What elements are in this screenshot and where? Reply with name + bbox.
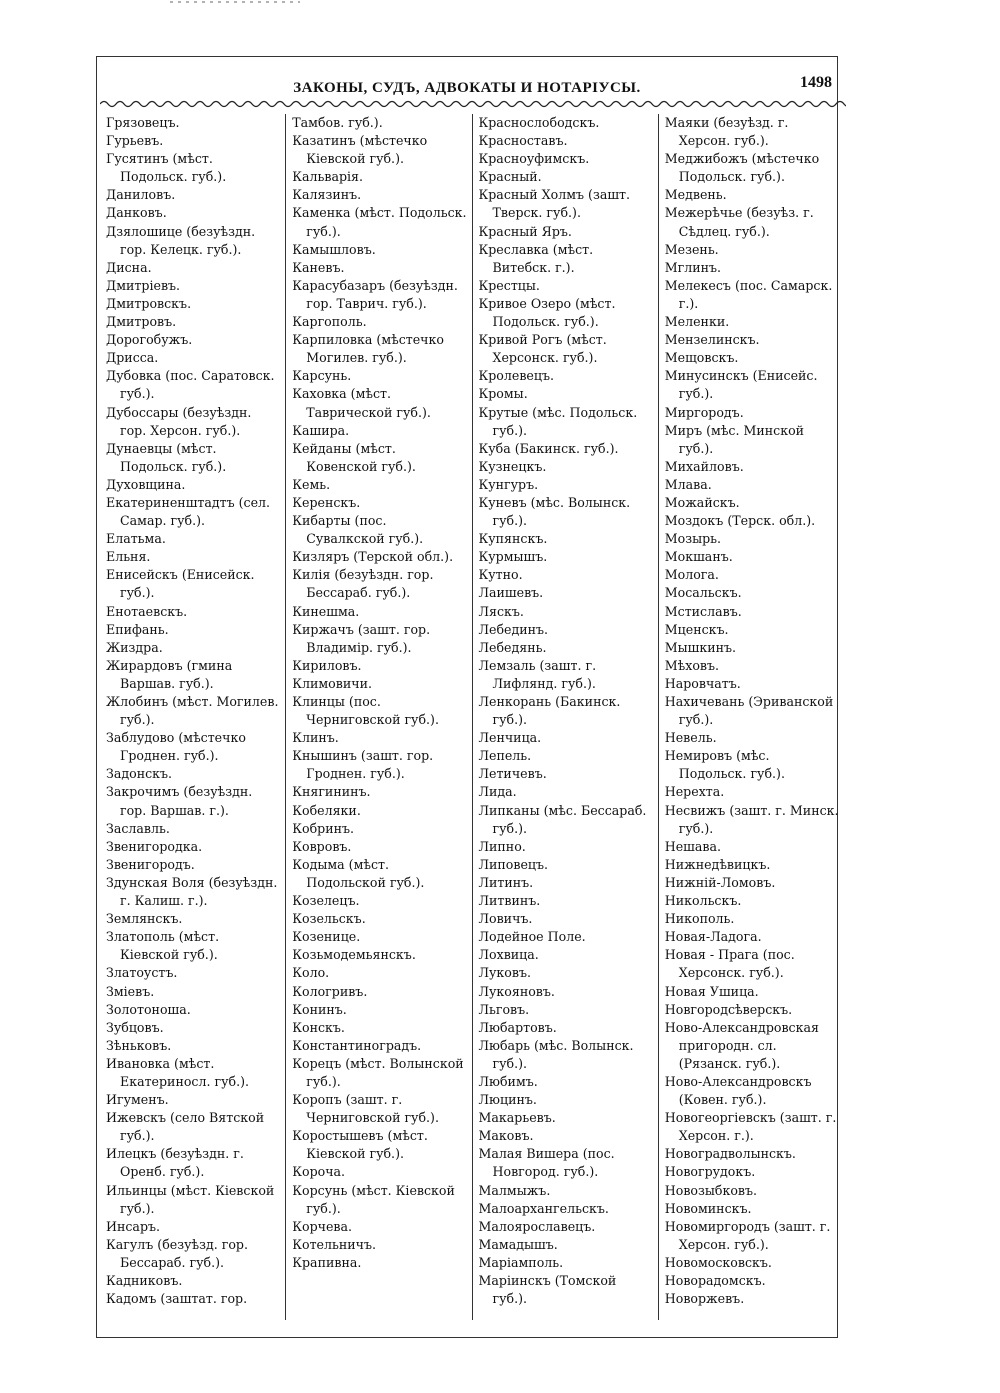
list-item: Кутно.	[478, 567, 523, 583]
list-item: Новогеоргіевскъ (зашт. г. Херсон. г.).	[664, 1110, 837, 1144]
list-item: Нижній-Ломовъ.	[664, 874, 776, 890]
list-item: Минусинскъ (Енисейс. губ.).	[664, 368, 818, 402]
list-item: Мглинъ.	[664, 259, 722, 275]
list-item: Миръ (мѣс. Минской губ.).	[664, 422, 805, 456]
list-item: Лида.	[478, 784, 517, 800]
list-item: Ельня.	[106, 549, 151, 565]
list-item: Люцинъ.	[478, 1092, 537, 1108]
list-item: Нахичевань (Эриванской губ.).	[664, 694, 834, 728]
list-item: Новомосковскъ.	[664, 1254, 772, 1270]
list-item: Красноуфимскъ.	[478, 151, 590, 167]
list-item: Керенскъ.	[292, 494, 361, 510]
list-item: Заславль.	[106, 820, 170, 836]
list-item: Золотоноша.	[106, 1001, 191, 1017]
list-item: Новоградволынскъ.	[664, 1146, 796, 1162]
list-item: Малоархангельскъ.	[478, 1200, 609, 1216]
list-item: Дунаевцы (мѣст. Подольск. губ.).	[106, 440, 227, 474]
list-item: Епифань.	[106, 621, 169, 637]
list-item: Кривой Рогъ (мѣст. Херсонск. губ.).	[478, 332, 607, 366]
list-item: Красный Яръ.	[478, 223, 572, 239]
list-item: Дисна.	[106, 259, 152, 275]
list-item: Мышкинъ.	[664, 639, 737, 655]
list-item: Кунгуръ.	[478, 476, 539, 492]
list-item: Заблудово (мѣстечко Гроднен. губ.).	[106, 730, 246, 764]
list-item: Мензелинскъ.	[664, 332, 760, 348]
list-item: Казатинъ (мѣстечко Кіевской губ.).	[292, 133, 428, 167]
list-item: Конскъ.	[292, 1019, 345, 1035]
list-item: Кибарты (пос. Сувалкской губ.).	[292, 513, 424, 547]
list-item: Мѣховъ.	[664, 657, 720, 673]
list-item: Мамадышъ.	[478, 1236, 558, 1252]
list-item: Меленки.	[664, 314, 730, 330]
list-item: Котельничъ.	[292, 1236, 376, 1252]
list-item: Енисейскъ (Енисейск. губ.).	[106, 567, 255, 601]
list-item: Княгининъ.	[292, 784, 371, 800]
list-item: Зѣньковъ.	[106, 1037, 172, 1053]
list-item: Дмитріевъ.	[106, 277, 181, 293]
list-item: Златополь (мѣст. Кіевской губ.).	[106, 929, 220, 963]
list-item: Можайскъ.	[664, 494, 740, 510]
list-item: Крестцы.	[478, 277, 540, 293]
list-item: Красный Холмъ (зашт. Тверск. губ.).	[478, 187, 631, 221]
list-item: Литвинъ.	[478, 893, 541, 909]
list-item: Ловичъ.	[478, 911, 533, 927]
list-item: Курмышъ.	[478, 549, 548, 565]
list-item: Данковъ.	[106, 205, 167, 221]
list-item: Ильинцы (мѣст. Кіевской губ.).	[106, 1182, 275, 1216]
list-item: Наровчатъ.	[664, 675, 741, 691]
list-item: Калязинъ.	[292, 187, 362, 203]
list-item: Корецъ (мѣст. Волынской губ.).	[292, 1055, 464, 1089]
list-item: Каменка (мѣст. Подольск. губ.).	[292, 205, 467, 239]
list-item: Козельскъ.	[292, 911, 366, 927]
list-item: Козьмодемьянскъ.	[292, 947, 416, 963]
list-item: Красный.	[478, 169, 542, 185]
list-item: Короча.	[292, 1164, 346, 1180]
list-item: Лодейное Поле.	[478, 929, 586, 945]
list-item: Киржачъ (зашт. гор. Владимір. губ.).	[292, 621, 431, 655]
list-item: Михайловъ.	[664, 458, 744, 474]
column-4	[659, 114, 844, 1320]
list-item: Звенигородка.	[106, 838, 203, 854]
list-item: Лебедянь.	[478, 639, 547, 655]
list-item: Задонскъ.	[106, 766, 173, 782]
column-2	[286, 114, 472, 1320]
list-item: Карасубазаръ (безуѣздн. гор. Таврич. губ.).	[292, 277, 458, 311]
entries-columns	[100, 114, 844, 1320]
list-item: Крутые (мѣс. Подольск. губ.).	[478, 404, 638, 438]
list-item: Кадомъ (заштат. гор.	[106, 1291, 248, 1307]
list-item: Клинцы (пос. Черниговской губ.).	[292, 694, 439, 728]
list-item: Камышловъ.	[292, 241, 376, 257]
top-edge-marks	[0, 0, 1000, 10]
list-item: Кемь.	[292, 476, 331, 492]
list-item: Коло.	[292, 965, 330, 981]
list-item: Златоустъ.	[106, 965, 178, 981]
list-item: Лукояновъ.	[478, 983, 555, 999]
list-item: Кагулъ (безуѣзд. гор. Бессараб. губ.).	[106, 1236, 248, 1270]
list-item: Малмыжъ.	[478, 1182, 551, 1198]
list-item: Инсаръ.	[106, 1218, 161, 1234]
list-item: Льговъ.	[478, 1001, 530, 1017]
list-item: Млава.	[664, 476, 712, 492]
list-item: Корчева.	[292, 1218, 353, 1234]
list-item: Конинъ.	[292, 1001, 347, 1017]
list-item: Ижевскъ (село Вятской губ.).	[106, 1110, 265, 1144]
list-item: Клинъ.	[292, 730, 339, 746]
list-item: Кадниковъ.	[106, 1273, 183, 1288]
list-item: Маковъ.	[478, 1128, 534, 1144]
list-item: Жиздра.	[106, 639, 163, 655]
list-item: Никольскъ.	[664, 893, 742, 909]
list-item: Кейданы (мѣст. Ковенской губ.).	[292, 440, 416, 474]
list-item: Каргополь.	[292, 314, 367, 330]
list-item: Новорадомскъ.	[664, 1273, 766, 1288]
list-item: Кузнецкъ.	[478, 458, 547, 474]
list-item: Грязовецъ.	[106, 115, 180, 130]
list-item: Илецкъ (безуѣздн. г. Оренб. губ.).	[106, 1146, 244, 1180]
list-item: Новая Ушица.	[664, 983, 759, 999]
list-item: Елатьма.	[106, 531, 166, 547]
list-item: Мезень.	[664, 241, 719, 257]
list-item: Гурьевъ.	[106, 133, 164, 149]
list-item: Константиноградъ.	[292, 1037, 422, 1053]
list-item: Мокшанъ.	[664, 549, 733, 565]
list-item: Липно.	[478, 838, 526, 854]
list-item: Немировъ (мѣс. Подольск. губ.).	[664, 748, 785, 782]
list-item: Игуменъ.	[106, 1092, 169, 1108]
list-item: Миргородъ.	[664, 404, 744, 420]
header-wavy-rule	[100, 98, 846, 110]
list-item: Ново-Александровскъ (Ковен. губ.).	[664, 1073, 812, 1108]
list-item: Мосальскъ.	[664, 585, 742, 601]
list-item: Меджибожъ (мѣстечко Подольск. губ.).	[664, 151, 820, 185]
list-item: Летичевъ.	[478, 766, 547, 782]
list-item: Любартовъ.	[478, 1019, 557, 1035]
list-item: Кобеляки.	[292, 802, 361, 818]
list-item: Кривое Озеро (мѣст. Подольск. губ.).	[478, 295, 616, 330]
list-item: Несвижъ (зашт. г. Минск. губ.).	[664, 802, 839, 836]
list-item: Кашира.	[292, 422, 350, 438]
list-item: Мценскъ.	[664, 621, 729, 637]
list-item: Дорогобужъ.	[106, 332, 193, 348]
list-item: Мелекесъ (пос. Самарск. г.).	[664, 277, 833, 311]
list-item: Куба (Бакинск. губ.).	[478, 440, 619, 456]
list-item: Новозыбковъ.	[664, 1182, 758, 1198]
list-item: Зубцовъ.	[106, 1019, 164, 1035]
list-item: Нерехта.	[664, 784, 725, 800]
list-item: Кодыма (мѣст. Подольской губ.).	[292, 856, 425, 890]
list-item: Новоржевъ.	[664, 1291, 745, 1307]
list-item: Литинъ.	[478, 874, 534, 890]
list-item: Новая-Ладога.	[664, 929, 762, 945]
list-item: Любарь (мѣс. Волынск. губ.).	[478, 1037, 634, 1071]
list-item: Кальварія.	[292, 169, 363, 185]
list-item: Маяки (безуѣзд. г. Херсон. губ.).	[664, 115, 789, 149]
list-item: Дрисса.	[106, 350, 159, 366]
column-3	[473, 114, 659, 1320]
list-item: Кролевецъ.	[478, 368, 555, 384]
list-item: Любимъ.	[478, 1073, 538, 1089]
list-item: Екатериненштадтъ (сел. Самар. губ.).	[106, 494, 271, 529]
list-item: Дмитровъ.	[106, 314, 177, 330]
list-item: Кнышинъ (зашт. гор. Гроднен. губ.).	[292, 748, 434, 782]
list-item: Даниловъ.	[106, 187, 176, 203]
list-item: Кизляръ (Терской обл.).	[292, 549, 454, 565]
list-item: Куневъ (мѣс. Волынск. губ.).	[478, 494, 631, 529]
list-item: Межерѣчье (безуѣз. г. Сѣдлец. губ.).	[664, 205, 814, 239]
list-item: Нижнедѣвицкъ.	[664, 856, 771, 872]
list-item: Дубоссары (безуѣздн. гор. Херсон. губ.).	[106, 404, 252, 438]
list-item: Мстиславъ.	[664, 603, 742, 619]
list-item: Мозырь.	[664, 531, 722, 547]
list-item: Крапивна.	[292, 1254, 362, 1270]
list-item: Маріамполь.	[478, 1254, 564, 1270]
list-item: Каневъ.	[292, 259, 345, 275]
list-item: Лаишевъ.	[478, 585, 544, 601]
list-item: Ново-Александровская пригородн. сл. (Рязанск. губ.).	[664, 1019, 819, 1071]
list-item: Лохвица.	[478, 947, 539, 963]
list-item: Тамбов. губ.).	[292, 115, 383, 130]
list-item: Новомиргородъ (зашт. г. Херсон. губ.).	[664, 1218, 831, 1252]
list-item: Климовичи.	[292, 675, 372, 691]
page-number: 1498	[800, 74, 832, 91]
list-item: Каховка (мѣст. Таврической губ.).	[292, 386, 431, 420]
list-item: Новгородсѣверскъ.	[664, 1001, 793, 1017]
list-item: Новоминскъ.	[664, 1200, 752, 1216]
list-item: Медвень.	[664, 187, 727, 203]
list-item: Кологривъ.	[292, 983, 368, 999]
list-item: Нешава.	[664, 838, 722, 854]
list-item: Новогрудокъ.	[664, 1164, 756, 1180]
list-item: Козеницe.	[292, 929, 361, 945]
list-item: Зміевъ.	[106, 983, 155, 999]
list-item: Козелецъ.	[292, 893, 360, 909]
list-item: Лепель.	[478, 748, 532, 764]
list-item: Лебединъ.	[478, 621, 549, 637]
list-item: Жирардовъ (гмина Варшав. губ.).	[106, 657, 233, 691]
list-item: Здунская Воля (безуѣздн. г. Калиш. г.).	[106, 874, 278, 909]
list-item: Купянскъ.	[478, 531, 548, 547]
list-item: Кириловъ.	[292, 657, 362, 673]
list-item: Малоярославецъ.	[478, 1218, 596, 1234]
list-item: Новая - Прага (пос. Херсонск. губ.).	[664, 947, 795, 981]
list-item: Кинешма.	[292, 603, 360, 619]
list-item: Макарьевъ.	[478, 1110, 556, 1126]
list-item: Землянскъ.	[106, 911, 183, 927]
list-item: Маріинскъ (Томской губ.).	[478, 1273, 617, 1307]
list-item: Мещовскъ.	[664, 350, 739, 366]
list-item: Ленчица.	[478, 730, 542, 746]
list-item: Карпиловка (мѣстечко Могилев. губ.).	[292, 332, 444, 366]
list-item: Духовщина.	[106, 476, 186, 492]
list-item: Красноставъ.	[478, 133, 568, 149]
list-item: Невель.	[664, 730, 717, 746]
list-item: Звенигородъ.	[106, 856, 195, 872]
list-item: Креславка (мѣст. Витебск. г.).	[478, 241, 594, 275]
list-item: Дзялошице (безуѣздн. гор. Келецк. губ.).	[106, 223, 256, 257]
list-item: Жлобинъ (мѣст. Могилев. губ.).	[106, 694, 279, 728]
list-item: Луковъ.	[478, 965, 531, 981]
list-item: Гусятинъ (мѣст. Подольск. губ.).	[106, 151, 227, 185]
list-item: Карсунь.	[292, 368, 352, 384]
list-item: Лемзаль (зашт. г. Лифлянд. губ.).	[478, 657, 597, 691]
list-item: Краснослободскъ.	[478, 115, 600, 130]
list-item: Килія (безуѣздн. гор. Бессараб. губ.).	[292, 567, 434, 601]
list-item: Ляскъ.	[478, 603, 524, 619]
list-item: Ленкорань (Бакинск. губ.).	[478, 694, 621, 728]
list-item: Енотаевскъ.	[106, 603, 188, 619]
list-item: Никополь.	[664, 911, 735, 927]
list-item: Закрочимъ (безуѣздн. гор. Варшав. г.).	[106, 784, 253, 818]
list-item: Молога.	[664, 567, 719, 583]
list-item: Липовецъ.	[478, 856, 549, 872]
list-item: Дмитровскъ.	[106, 295, 192, 311]
list-item: Моздокъ (Терск. обл.).	[664, 513, 816, 529]
list-item: Коростышевъ (мѣст. Кіевской губ.).	[292, 1128, 428, 1162]
column-1	[100, 114, 286, 1320]
list-item: Кобринъ.	[292, 820, 355, 836]
list-item: Липканы (мѣс. Бессараб. губ.).	[478, 802, 647, 836]
list-item: Ивановка (мѣст. Екатериносл. губ.).	[106, 1055, 249, 1089]
list-item: Коропъ (зашт. г. Черниговской губ.).	[292, 1092, 439, 1126]
list-item: Кромы.	[478, 386, 528, 402]
list-item: Корсунь (мѣст. Кіевской губ.).	[292, 1182, 455, 1216]
list-item: Малая Вишера (пос. Новгород. губ.).	[478, 1146, 615, 1180]
list-item: Дубовка (пос. Саратовск. губ.).	[106, 368, 275, 402]
page-title: ЗАКОНЫ, СУДЪ, АДВОКАТЫ И НОТАРІУСЫ.	[293, 80, 641, 96]
list-item: Ковровъ.	[292, 838, 352, 854]
